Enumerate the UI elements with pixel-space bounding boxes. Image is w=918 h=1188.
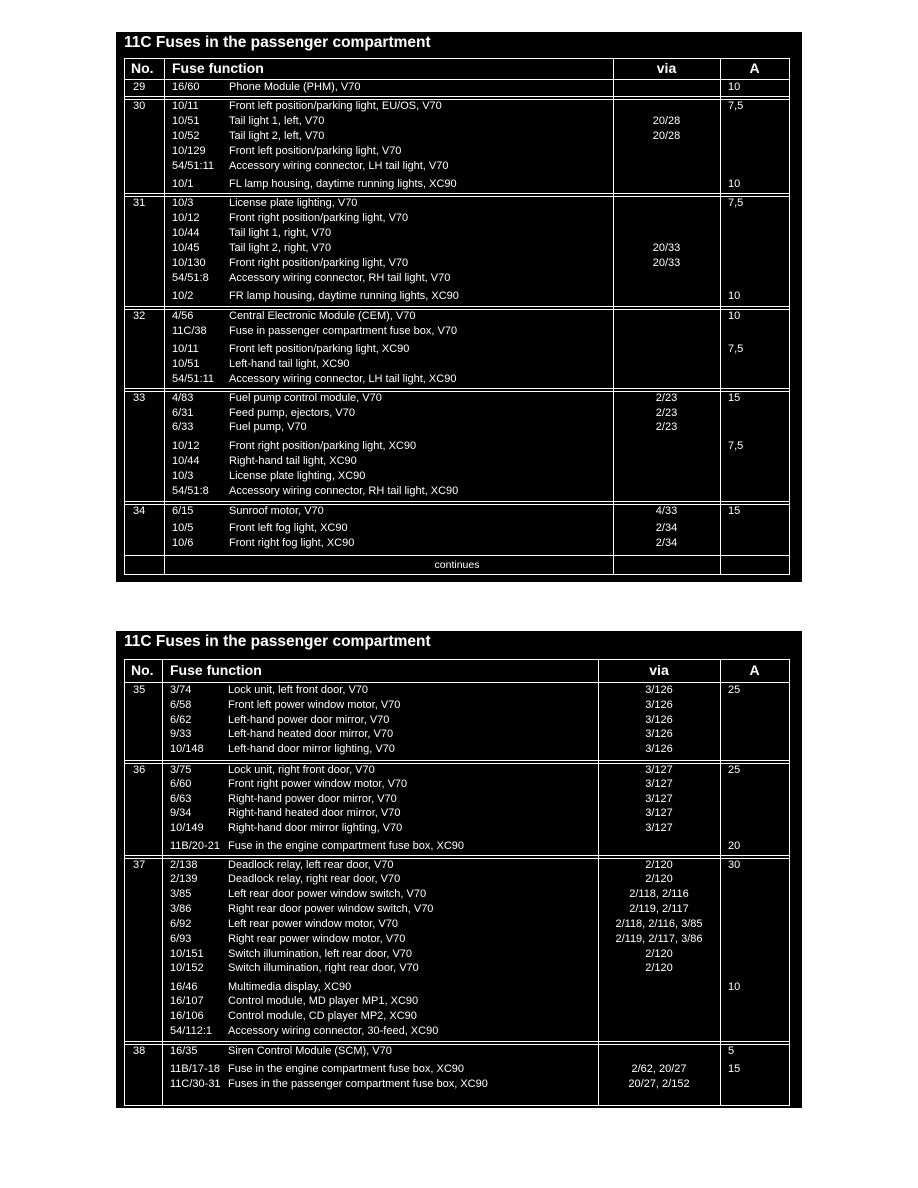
fuse-number: 37: [133, 859, 146, 871]
header-function: Fuse function: [170, 662, 262, 678]
panel-title: 11C Fuses in the passenger compartment: [124, 633, 431, 650]
fuse-function: Fuel pump control module, V70: [229, 392, 382, 404]
via-reference: 2/23: [655, 407, 678, 419]
component-code: 10/151: [170, 948, 204, 960]
header-amp: A: [749, 60, 760, 76]
fuse-function: Front left fog light, XC90: [229, 522, 348, 534]
component-code: 11C/30-31: [170, 1078, 221, 1090]
via-reference: 2/120: [645, 873, 673, 885]
fuse-function: Fuse in passenger compartment fuse box, V70: [229, 325, 458, 337]
fuse-function: Right rear power window motor, V70: [228, 933, 406, 945]
fuse-table-panel-2: [116, 631, 802, 1108]
footer-divider: [125, 555, 789, 556]
fuse-function: Switch illumination, right rear door, V70: [228, 962, 419, 974]
component-code: 16/46: [170, 981, 198, 993]
component-code: 16/107: [170, 995, 204, 1007]
fuse-function: Right-hand door mirror lighting, V70: [228, 822, 403, 834]
fuse-function: Phone Module (PHM), V70: [229, 81, 361, 93]
fuse-function: Front left power window motor, V70: [228, 699, 401, 711]
component-code: 2/138: [170, 859, 198, 871]
fuse-function: Right-hand tail light, XC90: [229, 455, 357, 467]
column-divider: [720, 59, 721, 574]
component-code: 10/45: [172, 242, 200, 254]
fuse-function: Fuse in the engine compartment fuse box, XC90: [228, 1063, 465, 1075]
amperage: 25: [728, 684, 741, 696]
via-reference: 3/126: [645, 743, 673, 755]
component-code: 6/58: [170, 699, 192, 711]
component-code: 6/62: [170, 714, 192, 726]
header-function: Fuse function: [172, 60, 264, 76]
fuse-function: Left-hand door mirror lighting, V70: [228, 743, 395, 755]
header-no: No.: [131, 60, 154, 76]
fuse-number: 30: [133, 100, 146, 112]
amperage: 15: [728, 505, 741, 517]
via-reference: 3/127: [645, 822, 673, 834]
component-code: 54/112:1: [170, 1025, 213, 1037]
fuse-function: Fuel pump, V70: [229, 421, 307, 433]
fuse-function: Front left position/parking light, EU/OS, V70: [229, 100, 442, 112]
amperage: 7,5: [728, 440, 744, 452]
component-code: 6/33: [172, 421, 194, 433]
component-code: 10/2: [172, 290, 194, 302]
component-code: 9/33: [170, 728, 192, 740]
component-code: 10/11: [172, 100, 199, 112]
component-code: 10/52: [172, 130, 200, 142]
fuse-function: License plate lighting, XC90: [229, 470, 366, 482]
component-code: 3/74: [170, 684, 192, 696]
panel-title: 11C Fuses in the passenger compartment: [124, 34, 431, 51]
component-code: 10/130: [172, 257, 206, 269]
fuse-function: Front left position/parking light, XC90: [229, 343, 410, 355]
fuse-function: Sunroof motor, V70: [229, 505, 324, 517]
fuse-function: Siren Control Module (SCM), V70: [228, 1045, 392, 1057]
header-no: No.: [131, 662, 154, 678]
via-reference: 3/127: [645, 793, 673, 805]
fuse-table: [124, 659, 790, 1106]
via-reference: 20/27, 2/152: [628, 1078, 690, 1090]
component-code: 6/92: [170, 918, 192, 930]
fuse-table: [124, 58, 790, 575]
fuse-function: Tail light 1, right, V70: [229, 227, 332, 239]
fuse-function: Tail light 1, left, V70: [229, 115, 325, 127]
fuse-function: Control module, MD player MP1, XC90: [228, 995, 419, 1007]
via-reference: 2/34: [655, 537, 678, 549]
amperage: 30: [728, 859, 741, 871]
via-reference: 3/126: [645, 699, 673, 711]
amperage: 25: [728, 764, 741, 776]
via-reference: 20/28: [652, 115, 681, 127]
fuse-number: 32: [133, 310, 146, 322]
column-divider: [164, 59, 165, 574]
component-code: 54/51:8: [172, 272, 209, 284]
component-code: 3/86: [170, 903, 192, 915]
component-code: 10/51: [172, 115, 200, 127]
component-code: 16/106: [170, 1010, 204, 1022]
via-reference: 4/33: [655, 505, 678, 517]
fuse-function: Fuses in the passenger compartment fuse box, XC90: [228, 1078, 488, 1090]
amperage: 7,5: [728, 100, 744, 112]
fuse-number: 34: [133, 505, 146, 517]
fuse-function: Left-hand heated door mirror, V70: [228, 728, 394, 740]
amperage: 10: [728, 310, 741, 322]
fuse-function: Front right position/parking light, V70: [229, 212, 409, 224]
component-code: 4/83: [172, 392, 194, 404]
via-reference: 3/126: [645, 684, 673, 696]
via-reference: 2/23: [655, 421, 678, 433]
fuse-number: 29: [133, 81, 146, 93]
component-code: 10/152: [170, 962, 204, 974]
fuse-number: 38: [133, 1045, 146, 1057]
component-code: 10/51: [172, 358, 200, 370]
header-amp: A: [749, 662, 760, 678]
component-code: 10/12: [172, 440, 200, 452]
via-reference: 2/62, 20/27: [631, 1063, 687, 1075]
fuse-function: Lock unit, left front door, V70: [228, 684, 369, 696]
via-reference: 2/23: [655, 392, 678, 404]
via-reference: 2/120: [645, 962, 673, 974]
component-code: 6/93: [170, 933, 192, 945]
component-code: 4/56: [172, 310, 194, 322]
component-code: 10/129: [172, 145, 206, 157]
amperage: 15: [728, 1063, 741, 1075]
fuse-function: Control module, CD player MP2, XC90: [228, 1010, 417, 1022]
component-code: 11B/20-21: [170, 840, 220, 852]
fuse-function: Accessory wiring connector, LH tail light, V70: [229, 160, 449, 172]
amperage: 20: [728, 840, 741, 852]
header-divider: [125, 79, 789, 80]
component-code: 6/15: [172, 505, 194, 517]
column-divider: [720, 660, 721, 1105]
header-via: via: [656, 60, 677, 76]
via-reference: 3/126: [645, 728, 673, 740]
component-code: 3/75: [170, 764, 192, 776]
via-reference: 2/119, 2/117, 3/86: [615, 933, 703, 945]
component-code: 54/51:8: [172, 485, 209, 497]
fuse-function: Front right position/parking light, V70: [229, 257, 409, 269]
amperage: 10: [728, 81, 741, 93]
fuse-number: 31: [133, 197, 146, 209]
component-code: 6/31: [172, 407, 194, 419]
fuse-function: Left rear door power window switch, V70: [228, 888, 427, 900]
fuse-function: Left-hand power door mirror, V70: [228, 714, 390, 726]
column-divider: [162, 660, 163, 1105]
fuse-function: Left-hand tail light, XC90: [229, 358, 350, 370]
component-code: 10/148: [170, 743, 204, 755]
fuse-function: Lock unit, right front door, V70: [228, 764, 375, 776]
fuse-function: FR lamp housing, daytime running lights, XC90: [229, 290, 459, 302]
fuse-function: Accessory wiring connector, RH tail light, V70: [229, 272, 451, 284]
component-code: 10/1: [172, 178, 194, 190]
fuse-number: 36: [133, 764, 146, 776]
fuse-number: 35: [133, 684, 146, 696]
via-reference: 2/34: [655, 522, 678, 534]
via-reference: 2/118, 2/116, 3/85: [615, 918, 703, 930]
component-code: 10/44: [172, 227, 200, 239]
fuse-function: Accessory wiring connector, RH tail light, XC90: [229, 485, 459, 497]
fuse-function: Deadlock relay, right rear door, V70: [228, 873, 401, 885]
fuse-function: Accessory wiring connector, 30-feed, XC90: [228, 1025, 439, 1037]
via-reference: 3/127: [645, 778, 673, 790]
fuse-function: Multimedia display, XC90: [228, 981, 352, 993]
header-via: via: [649, 662, 669, 678]
amperage: 10: [728, 290, 741, 302]
via-reference: 2/118, 2/116: [629, 888, 689, 900]
fuse-function: Accessory wiring connector, LH tail light, XC90: [229, 373, 457, 385]
component-code: 2/139: [170, 873, 198, 885]
via-reference: 2/120: [645, 859, 673, 871]
component-code: 10/11: [172, 343, 199, 355]
continues-note: continues: [434, 559, 480, 571]
component-code: 10/3: [172, 197, 194, 209]
amperage: 5: [728, 1045, 735, 1057]
fuse-function: Tail light 2, right, V70: [229, 242, 332, 254]
component-code: 54/51:11: [172, 373, 215, 385]
row-divider: [125, 193, 789, 197]
fuse-function: License plate lighting, V70: [229, 197, 358, 209]
component-code: 10/6: [172, 537, 194, 549]
component-code: 10/3: [172, 470, 194, 482]
fuse-function: Fuse in the engine compartment fuse box, XC90: [228, 840, 465, 852]
fuse-function: Switch illumination, left rear door, V70: [228, 948, 413, 960]
amperage: 15: [728, 392, 741, 404]
component-code: 10/44: [172, 455, 200, 467]
component-code: 54/51:11: [172, 160, 215, 172]
fuse-number: 33: [133, 392, 146, 404]
via-reference: 3/127: [645, 764, 673, 776]
row-divider: [125, 306, 789, 310]
component-code: 11C/38: [172, 325, 207, 337]
component-code: 6/60: [170, 778, 192, 790]
fuse-function: Front right fog light, XC90: [229, 537, 355, 549]
fuse-table-panel-1: [116, 32, 802, 582]
component-code: 3/85: [170, 888, 192, 900]
fuse-function: Feed pump, ejectors, V70: [229, 407, 355, 419]
fuse-function: Central Electronic Module (CEM), V70: [229, 310, 416, 322]
amperage: 10: [728, 178, 741, 190]
row-divider: [125, 1041, 789, 1045]
via-reference: 2/119, 2/117: [629, 903, 689, 915]
component-code: 11B/17-18: [170, 1063, 220, 1075]
component-code: 10/12: [172, 212, 200, 224]
component-code: 10/149: [170, 822, 204, 834]
fuse-function: Deadlock relay, left rear door, V70: [228, 859, 394, 871]
via-reference: 2/120: [645, 948, 673, 960]
fuse-function: Front right position/parking light, XC90: [229, 440, 417, 452]
component-code: 10/5: [172, 522, 194, 534]
fuse-function: Right-hand heated door mirror, V70: [228, 807, 401, 819]
fuse-function: Front right power window motor, V70: [228, 778, 408, 790]
component-code: 6/63: [170, 793, 192, 805]
fuse-function: Tail light 2, left, V70: [229, 130, 325, 142]
amperage: 7,5: [728, 197, 744, 209]
amperage: 7,5: [728, 343, 744, 355]
component-code: 16/60: [172, 81, 200, 93]
fuse-function: Right-hand power door mirror, V70: [228, 793, 397, 805]
via-reference: 20/33: [652, 242, 681, 254]
component-code: 9/34: [170, 807, 192, 819]
component-code: 16/35: [170, 1045, 198, 1057]
fuse-function: Front left position/parking light, V70: [229, 145, 402, 157]
amperage: 10: [728, 981, 741, 993]
via-reference: 20/33: [652, 257, 681, 269]
via-reference: 3/127: [645, 807, 673, 819]
fuse-function: Right rear door power window switch, V70: [228, 903, 434, 915]
fuse-function: Left rear power window motor, V70: [228, 918, 398, 930]
row-divider: [125, 96, 789, 100]
via-reference: 3/126: [645, 714, 673, 726]
fuse-function: FL lamp housing, daytime running lights, XC90: [229, 178, 457, 190]
via-reference: 20/28: [652, 130, 681, 142]
